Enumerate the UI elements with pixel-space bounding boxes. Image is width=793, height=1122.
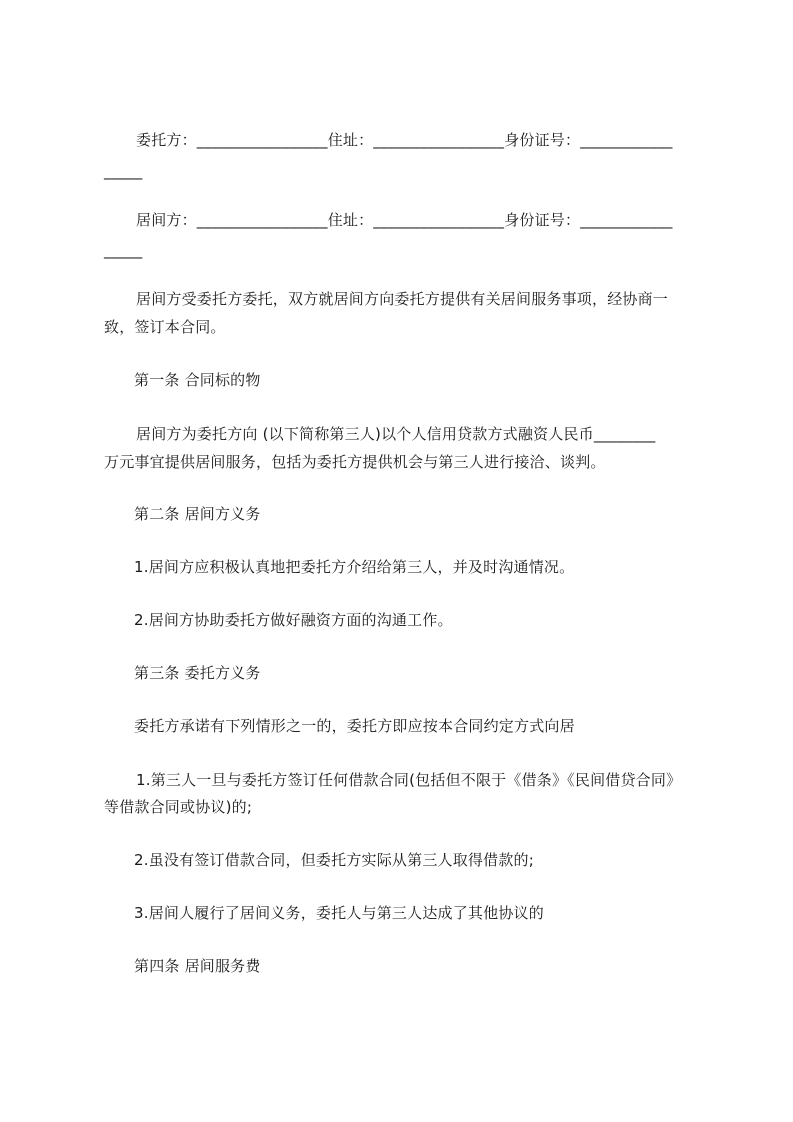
article-1-paragraph-line-1: 居间方为委托方向 (以下简称第三人)以个人信用贷款方式融资人民币________	[136, 425, 656, 443]
article-3-heading: 第三条 委托方义务	[134, 664, 261, 682]
article-2-heading: 第二条 居间方义务	[134, 505, 261, 523]
article-1-paragraph-line-2: 万元事宜提供居间服务，包括为委托方提供机会与第三人进行接洽、谈判。	[104, 453, 606, 471]
broker-info-line: 居间方：_________________住址：_________________身份证号：____________	[136, 211, 673, 229]
intro-paragraph-line-2: 致，签订本合同。	[104, 318, 226, 336]
article-3-item-1-line-2: 等借款合同或协议)的;	[104, 798, 253, 816]
intro-paragraph-line-1: 居间方受委托方委托，双方就居间方向委托方提供有关居间服务事项，经协商一	[136, 290, 669, 308]
article-3-item-3: 3.居间人履行了居间义务，委托人与第三人达成了其他协议的	[134, 904, 544, 922]
article-2-item-2: 2.居间方协助委托方做好融资方面的沟通工作。	[134, 611, 453, 629]
article-4-heading: 第四条 居间服务费	[134, 957, 261, 975]
broker-info-continuation: _____	[104, 241, 143, 259]
principal-info-continuation: _____	[104, 162, 143, 180]
article-3-intro: 委托方承诺有下列情形之一的，委托方即应按本合同约定方式向居	[134, 717, 575, 735]
article-3-item-1-line-1: 1.第三人一旦与委托方签订任何借款合同(包括但不限于《借条》《民间借贷合同》	[136, 771, 682, 789]
principal-info-line: 委托方：_________________住址：_________________身份证号：____________	[136, 131, 673, 149]
article-1-heading: 第一条 合同标的物	[134, 371, 261, 389]
article-3-item-2: 2.虽没有签订借款合同，但委托方实际从第三人取得借款的;	[134, 851, 534, 869]
article-2-item-1: 1.居间方应积极认真地把委托方介绍给第三人，并及时沟通情况。	[134, 558, 575, 576]
